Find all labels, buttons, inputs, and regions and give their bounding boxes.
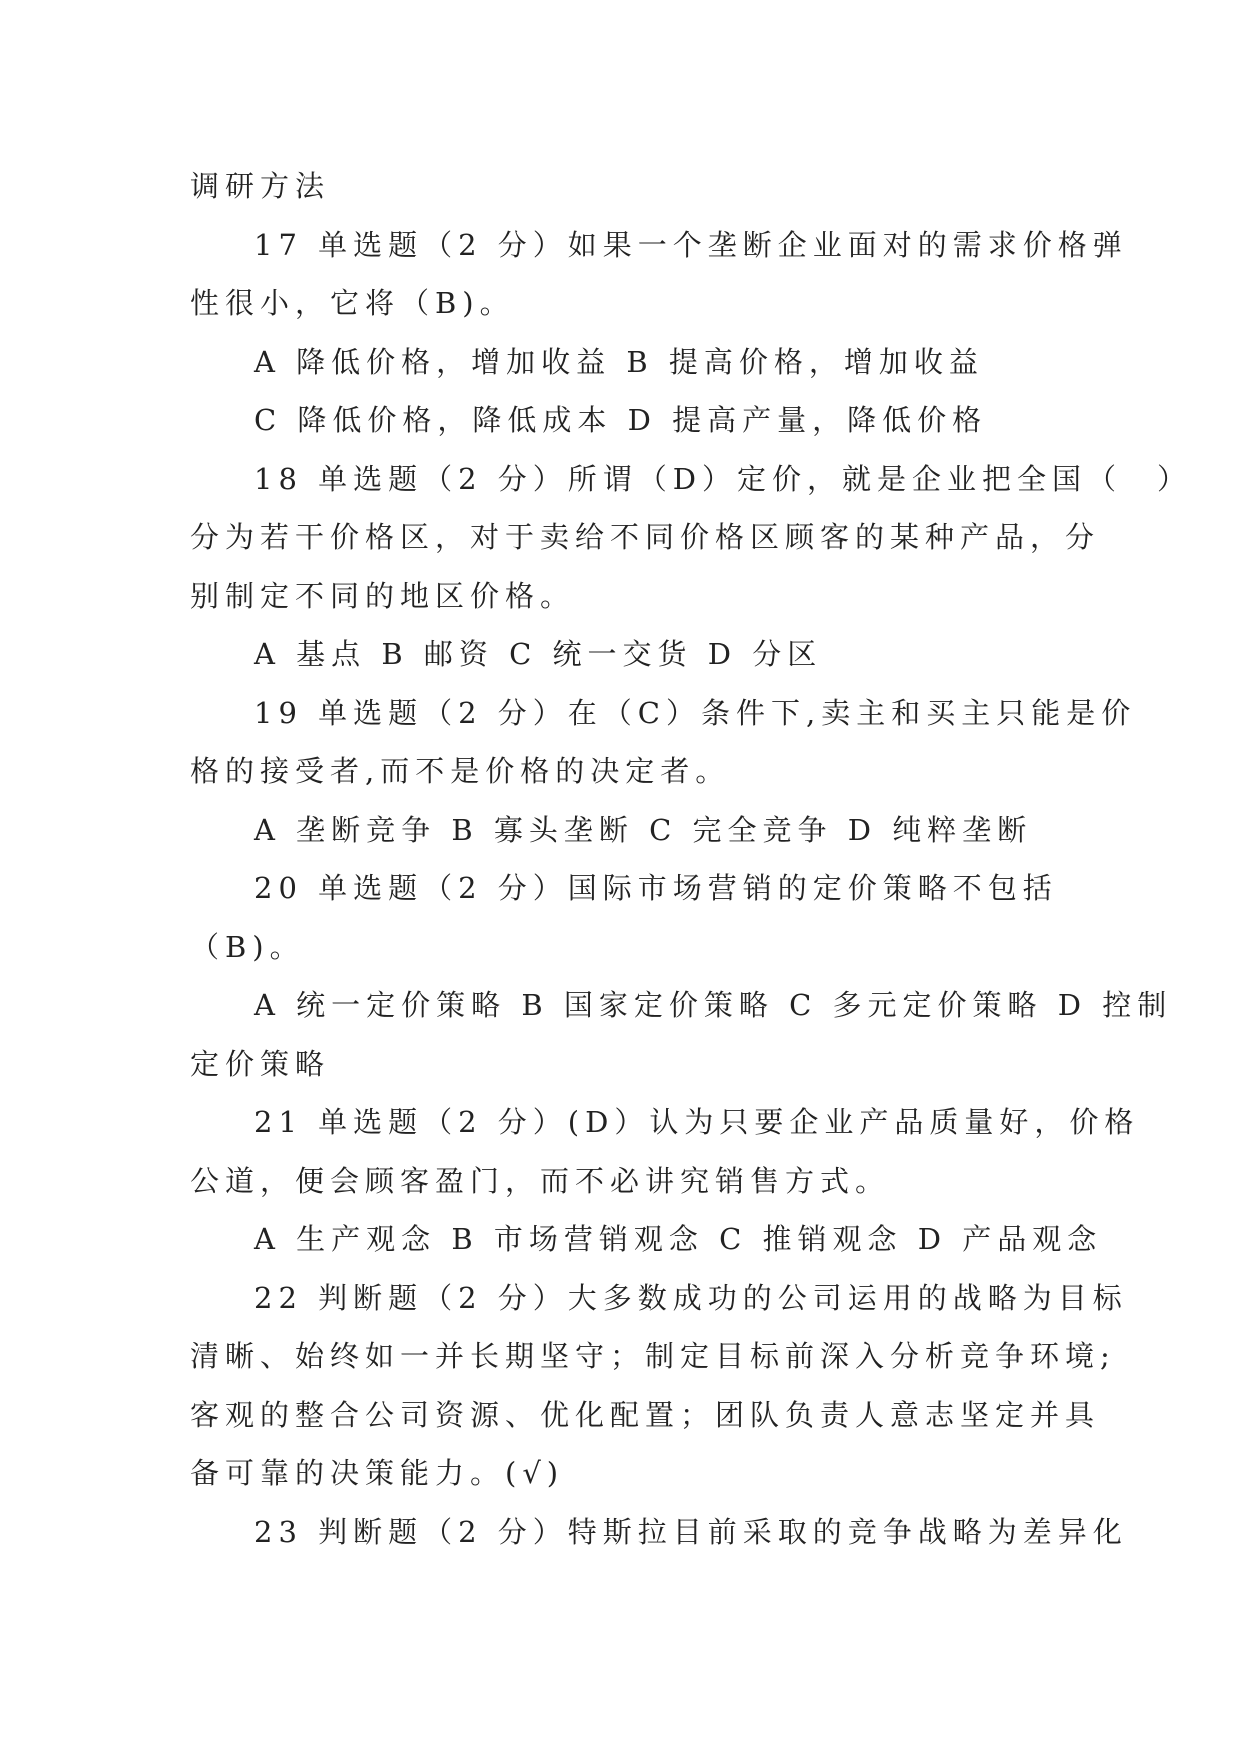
document-body bbox=[190, 157, 1193, 1561]
question-18-line-3: 别制定不同的地区价格。 bbox=[190, 578, 576, 613]
question-18-options: A 基点 B 邮资 C 统一交货 D 分区 bbox=[254, 637, 823, 671]
question-17-options-1: A 降低价格，增加收益 B 提高价格，增加收益 bbox=[254, 344, 984, 379]
question-22-line-3: 客观的整合公司资源、优化配置；团队负责人意志坚定并具 bbox=[190, 1397, 1101, 1432]
question-22-line-4: 备可靠的决策能力。(√) bbox=[190, 1456, 565, 1490]
question-20-line-2: （B)。 bbox=[190, 929, 305, 964]
question-19-options: A 垄断竞争 B 寡头垄断 C 完全竞争 D 纯粹垄断 bbox=[254, 812, 1033, 847]
question-18-line-2: 分为若干价格区，对于卖给不同价格区顾客的某种产品，分 bbox=[190, 520, 1101, 554]
question-21-options: A 生产观念 B 市场营销观念 C 推销观念 D 产品观念 bbox=[254, 1222, 1103, 1256]
question-17-line-2: 性很小，它将（B)。 bbox=[190, 286, 515, 320]
question-17-line-1: 17 单选题（2 分）如果一个垄断企业面对的需求价格弹 bbox=[254, 227, 1128, 262]
question-17-options-2: C 降低价格，降低成本 D 提高产量，降低价格 bbox=[254, 403, 988, 437]
question-20-line-1: 20 单选题（2 分）国际市场营销的定价策略不包括 bbox=[254, 871, 1058, 905]
question-19-line-1: 19 单选题（2 分）在（C）条件下,卖主和买主只能是价 bbox=[254, 695, 1137, 730]
text-line: 调研方法 bbox=[190, 169, 331, 203]
question-20-options-1: A 统一定价策略 B 国家定价策略 C 多元定价策略 D 控制 bbox=[254, 988, 1173, 1022]
question-20-options-2: 定价策略 bbox=[190, 1046, 331, 1081]
question-23-line-1: 23 判断题（2 分）特斯拉目前采取的竞争战略为差异化 bbox=[254, 1514, 1128, 1549]
question-18-line-1: 18 单选题（2 分）所谓（D）定价，就是企业把全国（ ） bbox=[254, 461, 1193, 496]
question-22-line-1: 22 判断题（2 分）大多数成功的公司运用的战略为目标 bbox=[254, 1280, 1128, 1315]
question-21-line-2: 公道，便会顾客盈门，而不必讲究销售方式。 bbox=[190, 1163, 891, 1198]
question-21-line-1: 21 单选题（2 分）(D）认为只要企业产品质量好，价格 bbox=[254, 1105, 1140, 1139]
question-22-line-2: 清晰、始终如一并长期坚守；制定目标前深入分析竞争环境; bbox=[190, 1339, 1116, 1373]
question-19-line-2: 格的接受者,而不是价格的决定者。 bbox=[190, 754, 731, 788]
